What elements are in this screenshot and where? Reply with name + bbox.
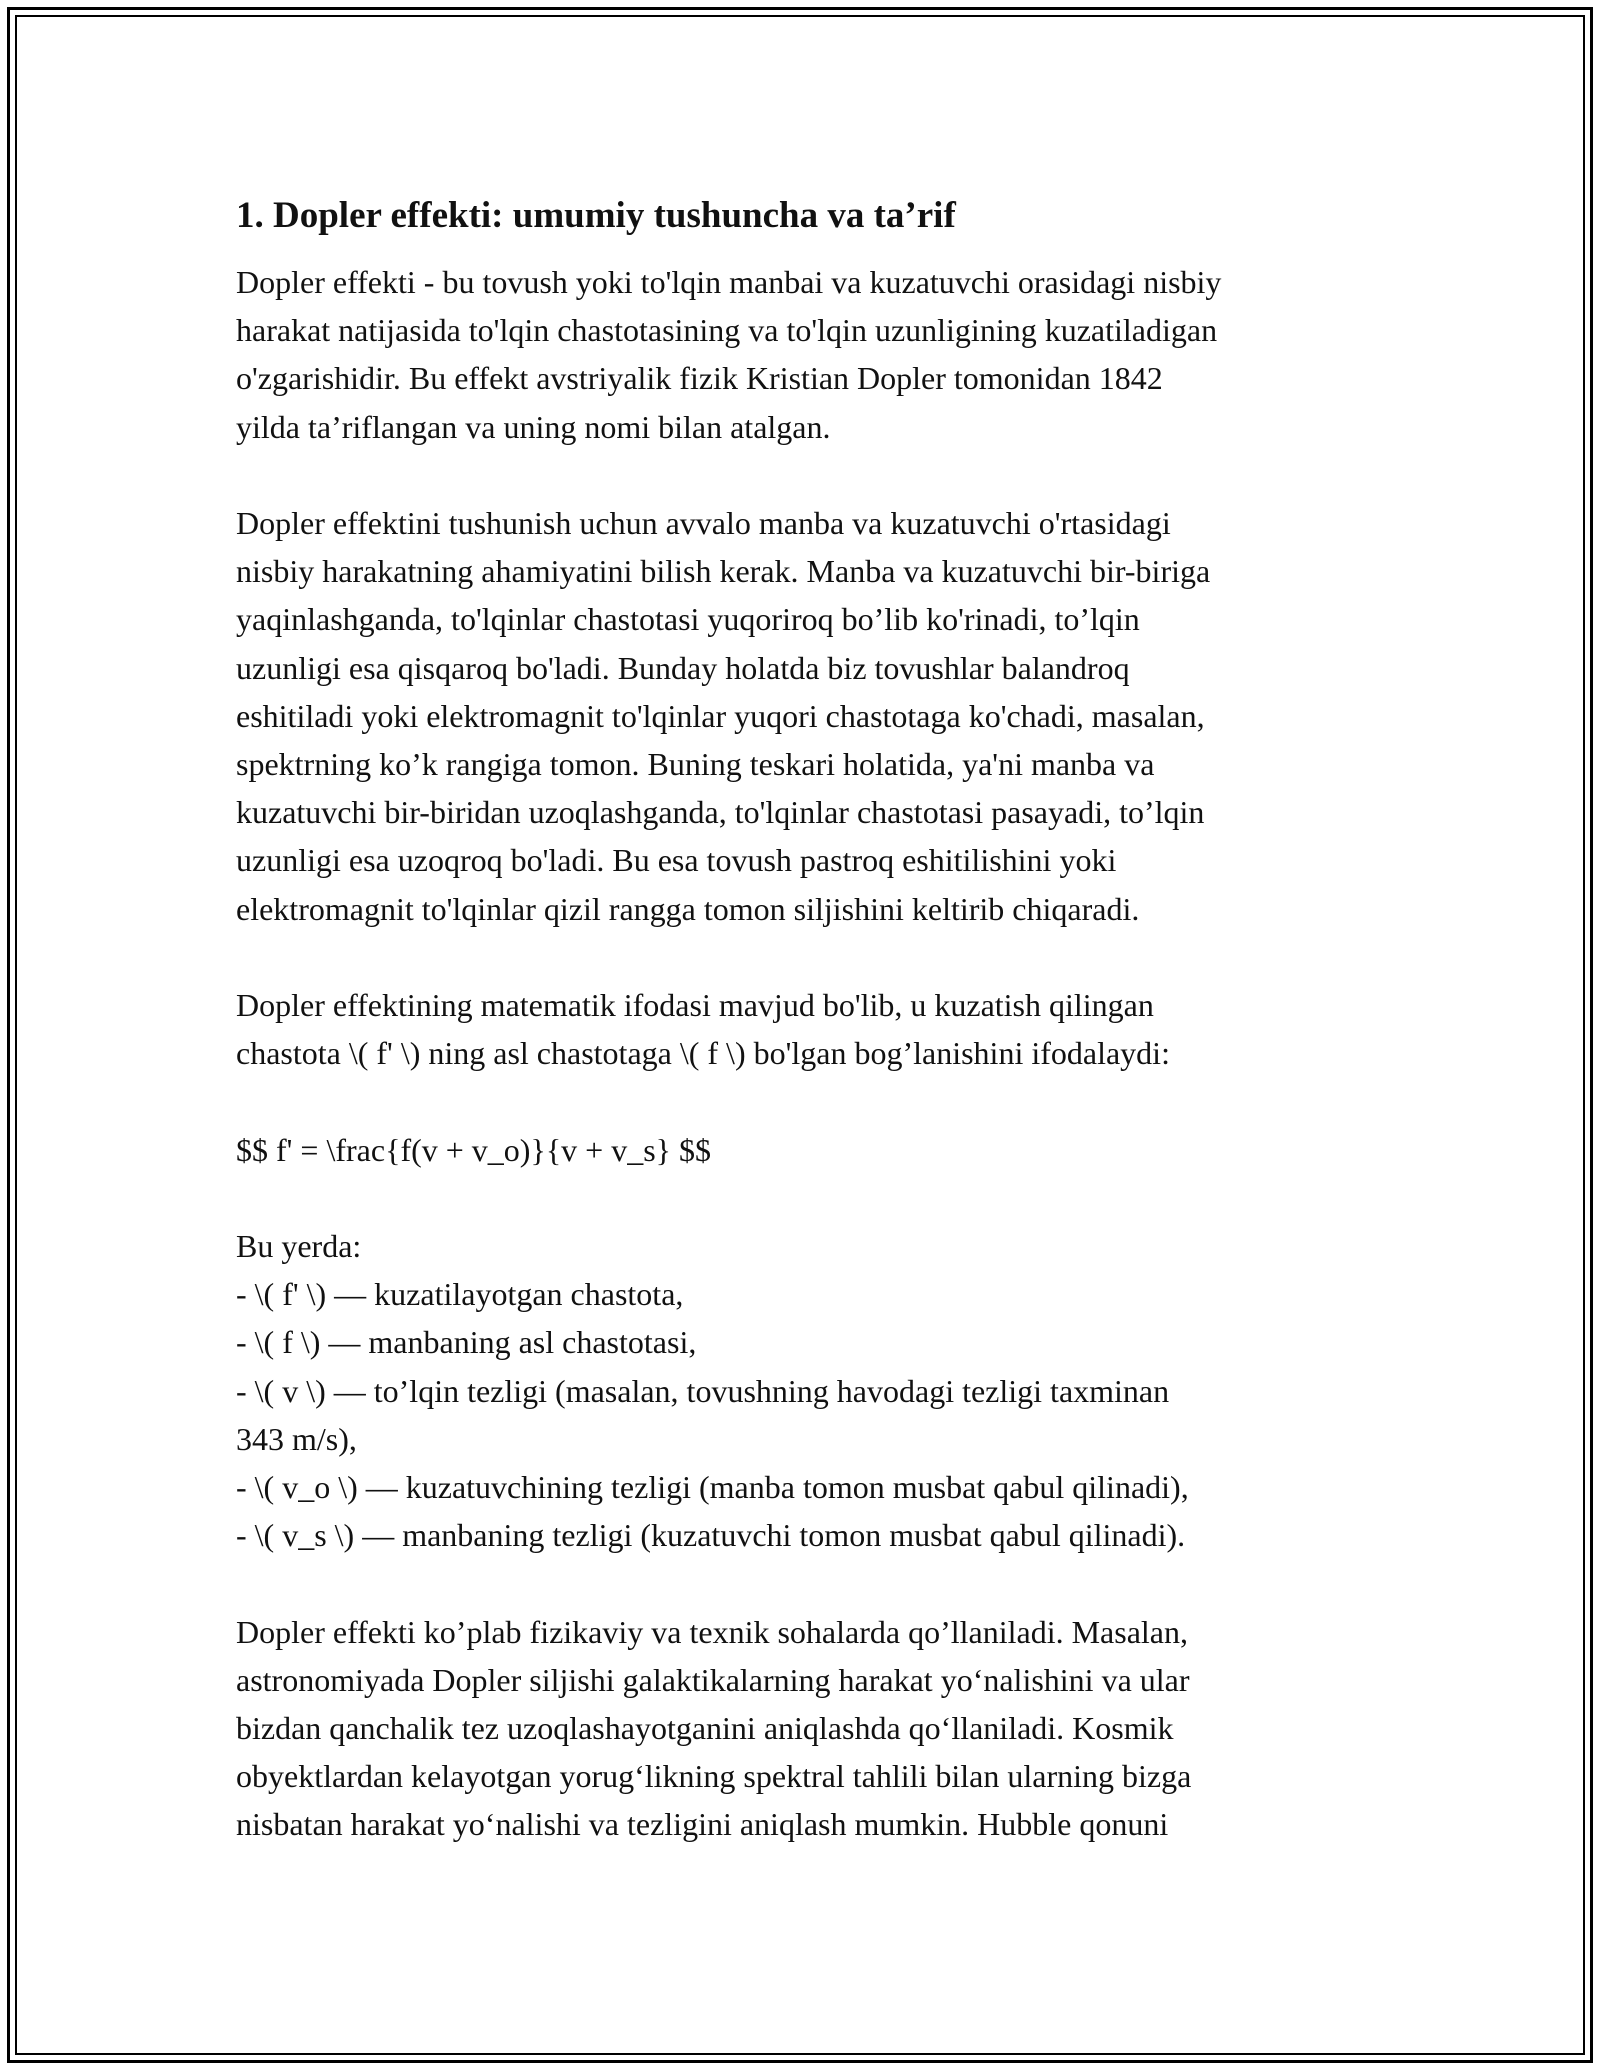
list-intro: Bu yerda: xyxy=(236,1228,362,1264)
paragraph-spacer xyxy=(236,1559,1386,1607)
list-item: - \( f' \) — kuzatilayotgan chastota, xyxy=(236,1276,684,1313)
paragraph-definition: Dopler effekti - bu tovush yoki to'lqin manbai va kuzatuvchi orasidagi nisbiy harakat natijasida to'lqin chastotasining va to'lqin uzunligining kuzatiladigan o'zgarishidir. Bu effekt avstriyalik fizik Kristian Dopler tomonidan 1842 yilda ta’riflangan va uning nomi bilan atalgan. xyxy=(236,264,1222,445)
paragraph-math-intro: Dopler effektining matematik ifodasi mavjud bo'lib, u kuzatish qilingan chastota \( f' \) ning asl chastotaga \( f \) bo'lgan bog’lanishini ifodalaydi: xyxy=(236,987,1170,1072)
list-item: - \( v \) — to’lqin tezligi (masalan, tovushning havodagi tezligi taxminan 343 m/s), xyxy=(236,1372,1170,1457)
list-item: - \( v_s \) — manbaning tezligi (kuzatuvchi tomon musbat qabul qilinadi). xyxy=(236,1517,1186,1554)
list-item: - \( f \) — manbaning asl chastotasi, xyxy=(236,1324,697,1361)
formula: $$ f' = \frac{f(v + v_o)}{v + v_s} $$ xyxy=(236,1131,712,1168)
paragraph-spacer xyxy=(236,451,1386,499)
paragraph-explanation: Dopler effektini tushunish uchun avvalo manba va kuzatuvchi o'rtasidagi nisbiy harakatning ahamiyatini bilish kerak. Manba va kuzatuvchi bir-biriga yaqinlashganda, to'lqinlar chastotasi yuqoriroq bo’lib ko'rinadi, to’lqin uzunligi esa qisqaroq bo'ladi. Bunday holatda biz tovushlar balandroq eshitiladi yoki elektromagnit to'lqinlar yuqori chastotaga ko'chadi, masalan, spektrning ko’k rangiga tomon. Buning teskari holatida, ya'ni manba va kuzatuvchi bir-biridan uzoqlashganda, to'lqinlar chastotasi pasayadi, to’lqin uzunligi esa uzoqroq bo'ladi. Bu esa tovush pastroq eshitilishini yoki elektromagnit to'lqinlar qizil rangga tomon siljishini keltirib chiqaradi. xyxy=(236,505,1211,927)
paragraph-spacer xyxy=(236,1077,1386,1125)
paragraph-spacer xyxy=(236,1174,1386,1222)
section-heading: 1. Dopler effekti: umumiy tushuncha va ta’rif xyxy=(236,195,956,236)
document-body xyxy=(236,190,1386,1849)
paragraph-spacer xyxy=(236,933,1386,981)
list-item: - \( v_o \) — kuzatuvchining tezligi (manba tomon musbat qabul qilinadi), xyxy=(236,1469,1189,1506)
paragraph-applications: Dopler effekti ko’plab fizikaviy va texnik sohalarda qo’llaniladi. Masalan, astronomiyada Dopler siljishi galaktikalarning harakat yo‘nalishini va ular bizdan qanchalik tez uzoqlashayotganini aniqlashda qo‘llaniladi. Kosmik obyektlardan kelayotgan yorug‘likning spektral tahlili bilan ularning bizga nisbatan harakat yo‘nalishi va tezligini aniqlash mumkin. Hubble qonuni xyxy=(236,1613,1192,1843)
